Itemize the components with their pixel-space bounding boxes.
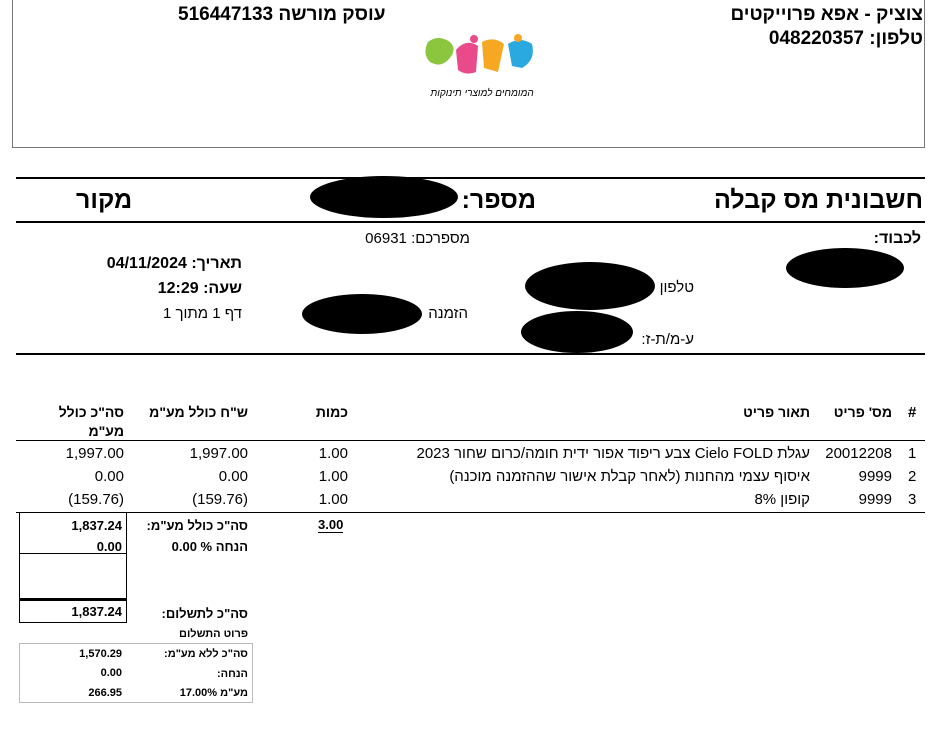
to-pay-value: 1,837.24: [71, 604, 122, 619]
col-header-desc: תאור פריט: [743, 404, 810, 420]
redacted-customer-name: [786, 248, 904, 288]
redacted-vat-id: [521, 311, 633, 353]
row-num: 3: [908, 491, 917, 508]
title-top-rule: [16, 177, 925, 179]
row-unit-price: (159.76): [192, 491, 248, 508]
table-bottom-rule: [16, 512, 925, 513]
row-total: (159.76): [68, 491, 124, 508]
vat-label: מע"מ 17.00%: [179, 687, 248, 699]
title-bottom-rule: [16, 221, 925, 223]
to-label: לכבוד:: [873, 230, 921, 247]
col-header-total-1: סה"כ כולל: [58, 404, 124, 420]
redacted-order: [302, 294, 422, 334]
page-counter: דף 1 מתוך 1: [163, 305, 242, 322]
redacted-doc-number: [310, 176, 458, 218]
phone-label: טלפון:: [869, 28, 923, 49]
to-pay-label: סה"כ לתשלום:: [161, 606, 248, 621]
discount-label: הנחה % 0.00: [171, 539, 248, 554]
discount2-value: 0.00: [100, 667, 122, 679]
time-value: 12:29: [157, 280, 199, 297]
incl-vat-value: 1,837.24: [71, 518, 122, 533]
date-field: [90, 255, 242, 273]
doc-number-label: מספר:: [461, 186, 536, 214]
row-qty: 1.00: [318, 445, 348, 462]
phone-value: 048220357: [768, 28, 864, 49]
table-header-rule: [16, 440, 925, 441]
info-bottom-rule: [16, 353, 925, 355]
row-item-no: 9999: [858, 491, 892, 508]
company-name: צוציק - אפא פרוייקטים: [730, 4, 923, 25]
licensed-label: עוסק מורשה: [278, 4, 386, 25]
logo-tagline: המומחים למוצרי תינוקות: [430, 88, 534, 99]
col-header-total-2: מע"מ: [88, 423, 124, 439]
company-logo: [418, 32, 546, 110]
discount2-label: הנחה:: [217, 668, 248, 680]
row-qty: 1.00: [318, 491, 348, 508]
redacted-customer-phone: [525, 262, 655, 310]
row-item-no: 9999: [858, 468, 892, 485]
company-phone: [769, 28, 923, 50]
qty-total: 3.00: [318, 517, 344, 532]
ref-field: [346, 230, 470, 247]
row-total: 0.00: [94, 468, 124, 485]
row-qty: 1.00: [318, 468, 348, 485]
row-desc: קופון 8%: [754, 491, 810, 508]
row-unit-price: 0.00: [218, 468, 248, 485]
document-title: חשבונית מס קבלה: [714, 186, 923, 214]
row-num: 2: [908, 468, 917, 485]
col-header-unit: ש"ח כולל מע"מ: [149, 404, 248, 420]
row-desc: איסוף עצמי מהחנות (לאחר קבלת אישור שההזמנה מוכנה): [449, 468, 810, 485]
payment-details-label: פרוט התשלום: [179, 628, 248, 640]
totals-box-2: [19, 554, 127, 599]
row-num: 1: [908, 445, 917, 462]
date-label: תאריך:: [191, 255, 242, 272]
row-item-no: 20012208: [825, 445, 892, 462]
customer-phone-label: טלפון: [659, 279, 694, 296]
row-total: 1,997.00: [65, 445, 124, 462]
copy-label: מקור: [76, 186, 133, 214]
excl-vat-value: 1,570.29: [79, 648, 122, 660]
date-value: 04/11/2024: [106, 255, 187, 272]
licensed-dealer: [178, 4, 385, 26]
ref-value: 06931: [365, 230, 407, 247]
excl-vat-label: סה"כ ללא מע"מ:: [164, 648, 248, 660]
vat-id-label: ע-מ/ת-ז:: [641, 331, 694, 348]
ref-label: מספרכם:: [411, 230, 470, 247]
time-label: שעה:: [203, 280, 242, 297]
col-header-num: #: [908, 404, 917, 421]
col-header-item-no: מס' פריט: [833, 404, 892, 420]
col-header-qty: כמות: [315, 404, 348, 420]
row-unit-price: 1,997.00: [189, 445, 248, 462]
discount-value: 0.00: [96, 539, 122, 554]
time-field: [140, 280, 242, 298]
licensed-number: 516447133: [178, 4, 274, 25]
incl-vat-label: סה"כ כולל מע"מ:: [146, 518, 248, 533]
order-label: הזמנה: [428, 305, 468, 322]
vat-value: 266.95: [88, 687, 122, 699]
row-desc: עגלת Cielo FOLD צבע ריפוד אפור ידית חומה/כרום שחור 2023: [416, 445, 810, 462]
